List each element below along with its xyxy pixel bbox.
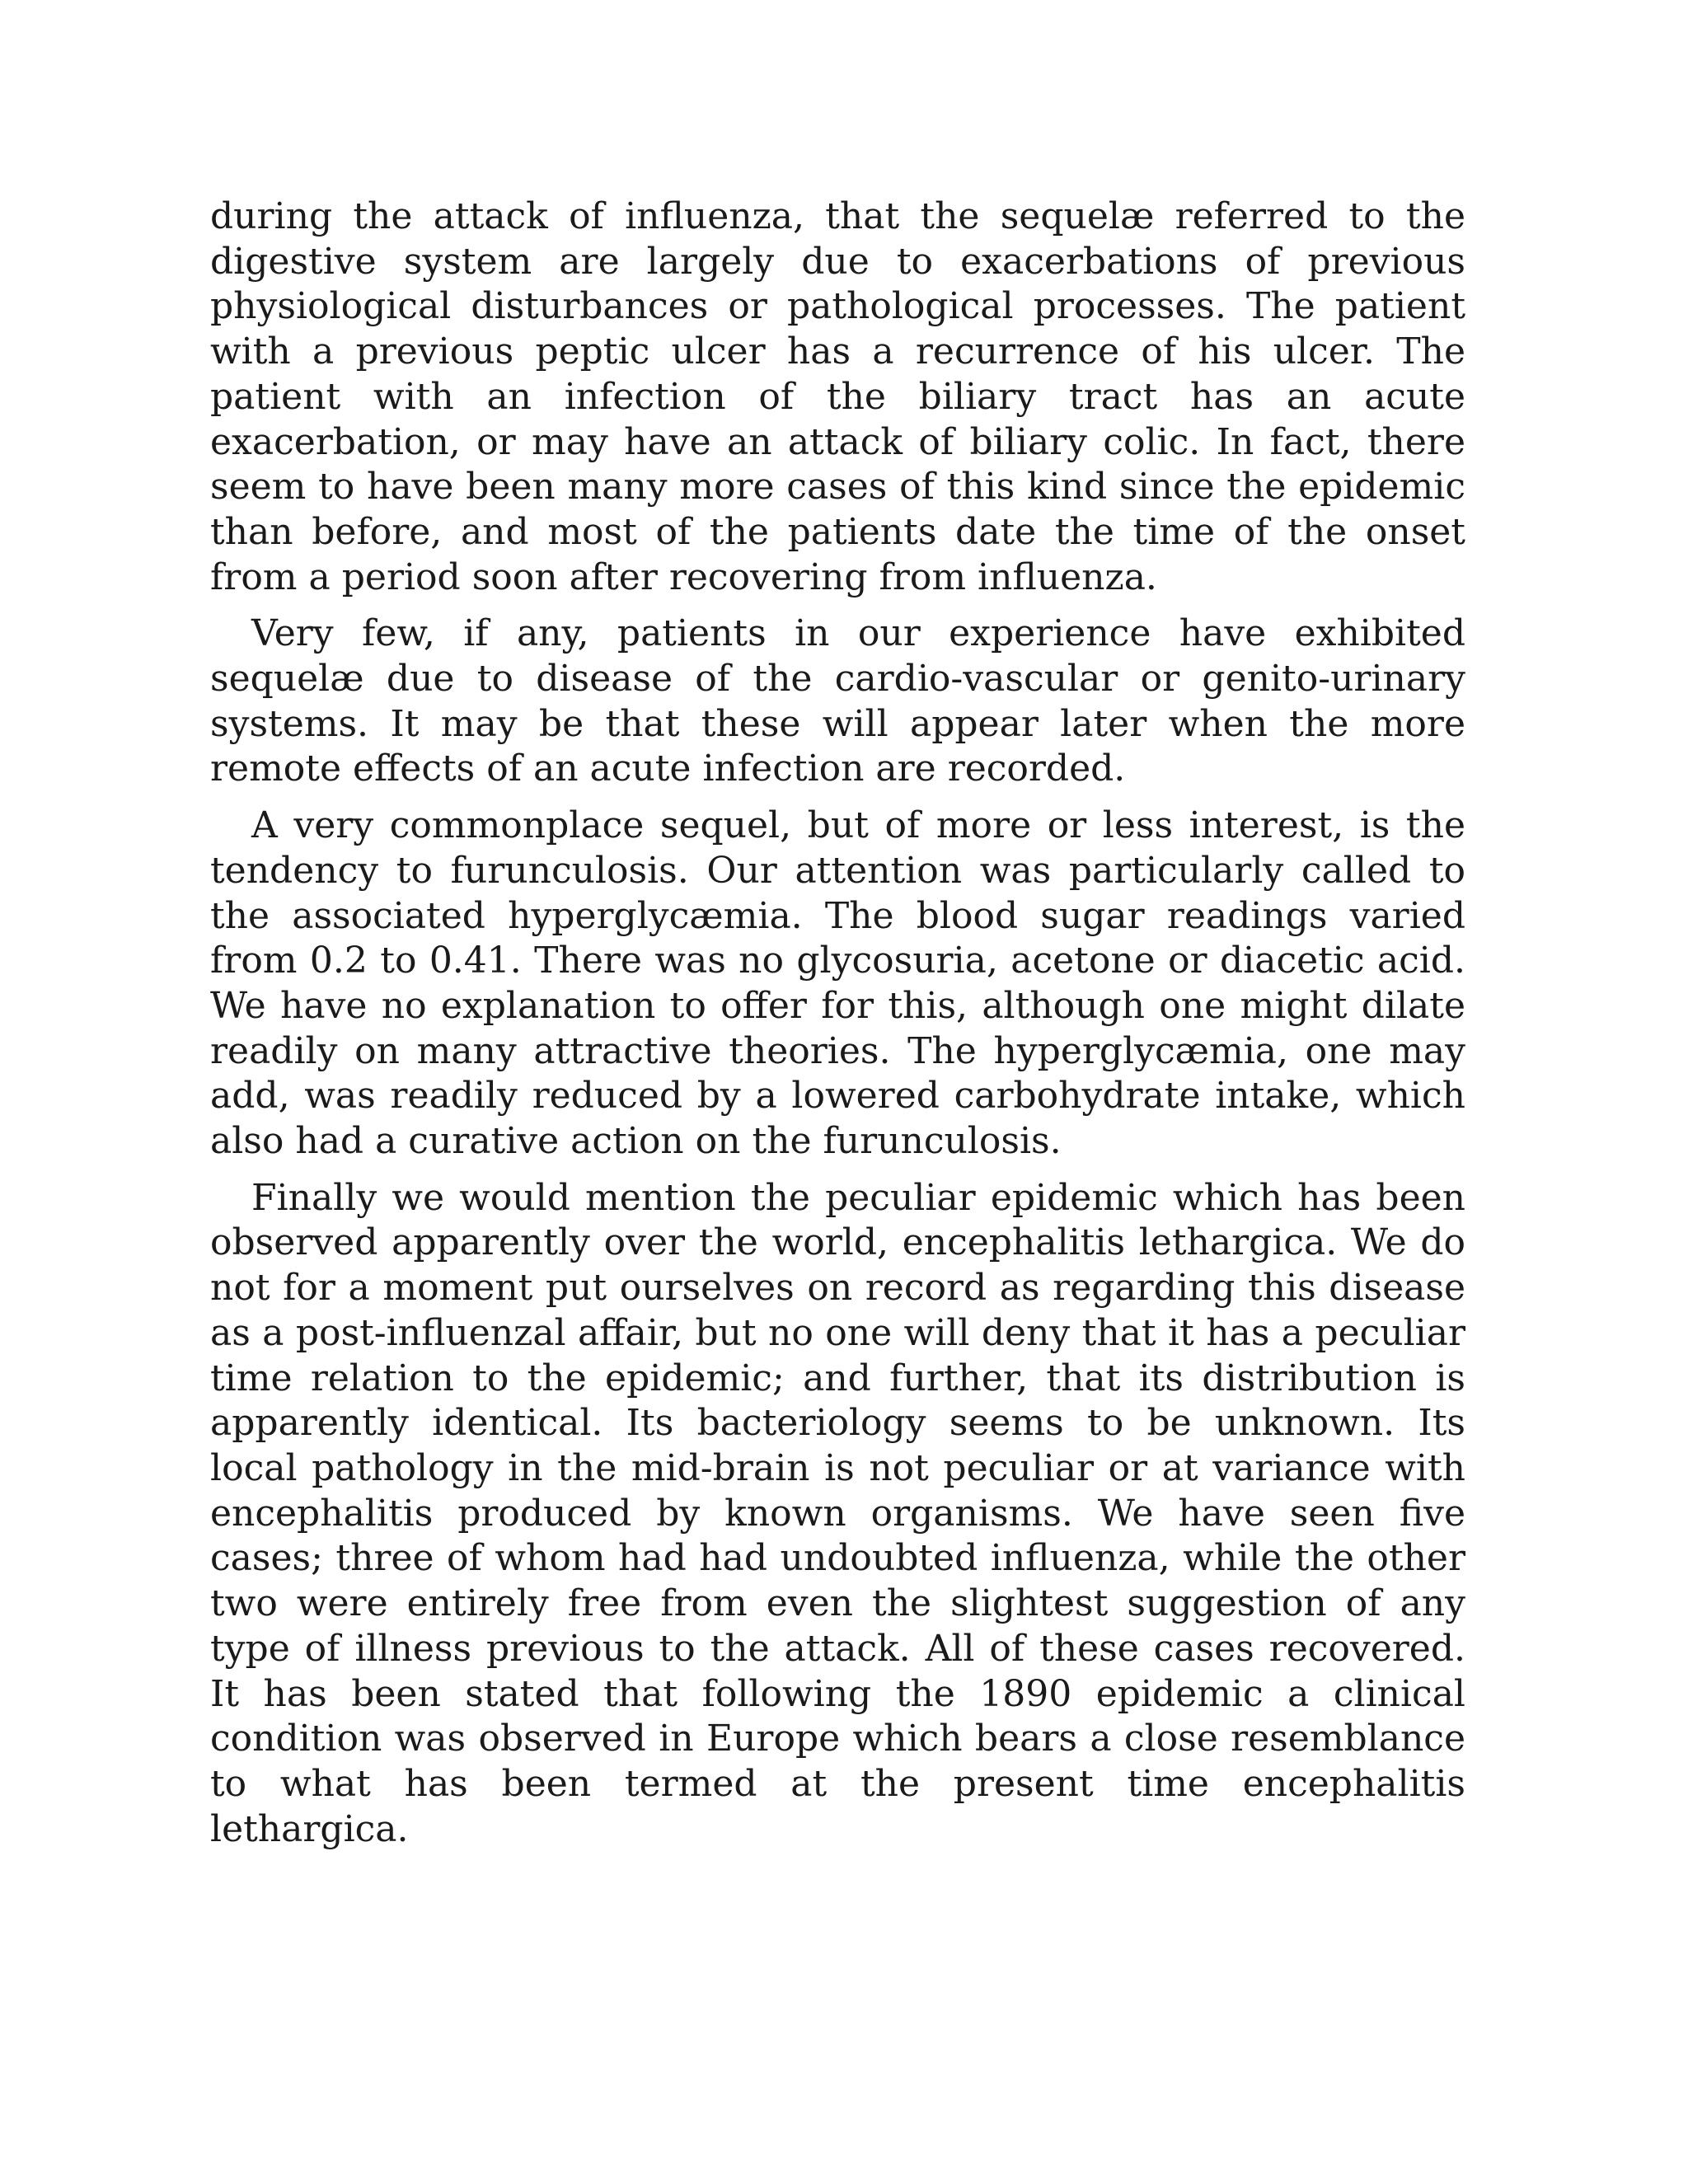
paragraph-encephalitis: Finally we would mention the peculiar epidemic which has been observed apparently over the world, encephalitis lethargica. We do not for a moment put ourselves on record as regarding this disease as a post-influenzal affair, but no one will deny that it has a peculiar time relation to the epidemic; and further, that its distribution is apparently identical. Its bacteriology seems to be unknown. Its local pathology in the mid-brain is not peculiar or at variance with encephalitis produced by known organisms. We have seen five cases; three of whom had had undoubted influenza, while the other two were entirely free from even the slightest suggestion of any type of illness previous to the attack. All of these cases recovered. It has been stated that following the 1890 epidemic a clinical condition was observed in Europe which bears a close resemblance to what has been termed at the present time encephalitis lethargica.	[210, 1176, 1465, 1850]
paragraph-sequelae: Very few, if any, patients in our experience have exhibited sequelæ due to disease of the cardio-vascular or genito-urinary systems. It may be that these will appear later when the more remote effects of an acute infection are recorded.	[210, 612, 1465, 790]
body-text	[210, 194, 1465, 1863]
paragraph-continued: during the attack of influenza, that the sequelæ referred to the digestive system are largely due to exacerbations of previous physiological disturbances or pathological processes. The patient with a previous peptic ulcer has a recurrence of his ulcer. The patient with an infection of the biliary tract has an acute exacerbation, or may have an attack of biliary colic. In fact, there seem to have been many more cases of this kind since the epidemic than before, and most of the patients date the time of the onset from a period soon after recovering from influenza.	[210, 195, 1465, 598]
paragraph-furunculosis: A very commonplace sequel, but of more or less interest, is the tendency to furunculosis. Our attention was particularly called to the associated hyperglycæmia. The blood sugar readings varied from 0.2 to 0.41. There was no glycosuria, acetone or diacetic acid. We have no explanation to offer for this, although one might dilate readily on many attractive theories. The hyperglycæmia, one may add, was readily reduced by a lowered carbohydrate intake, which also had a curative action on the furunculosis.	[210, 804, 1465, 1163]
